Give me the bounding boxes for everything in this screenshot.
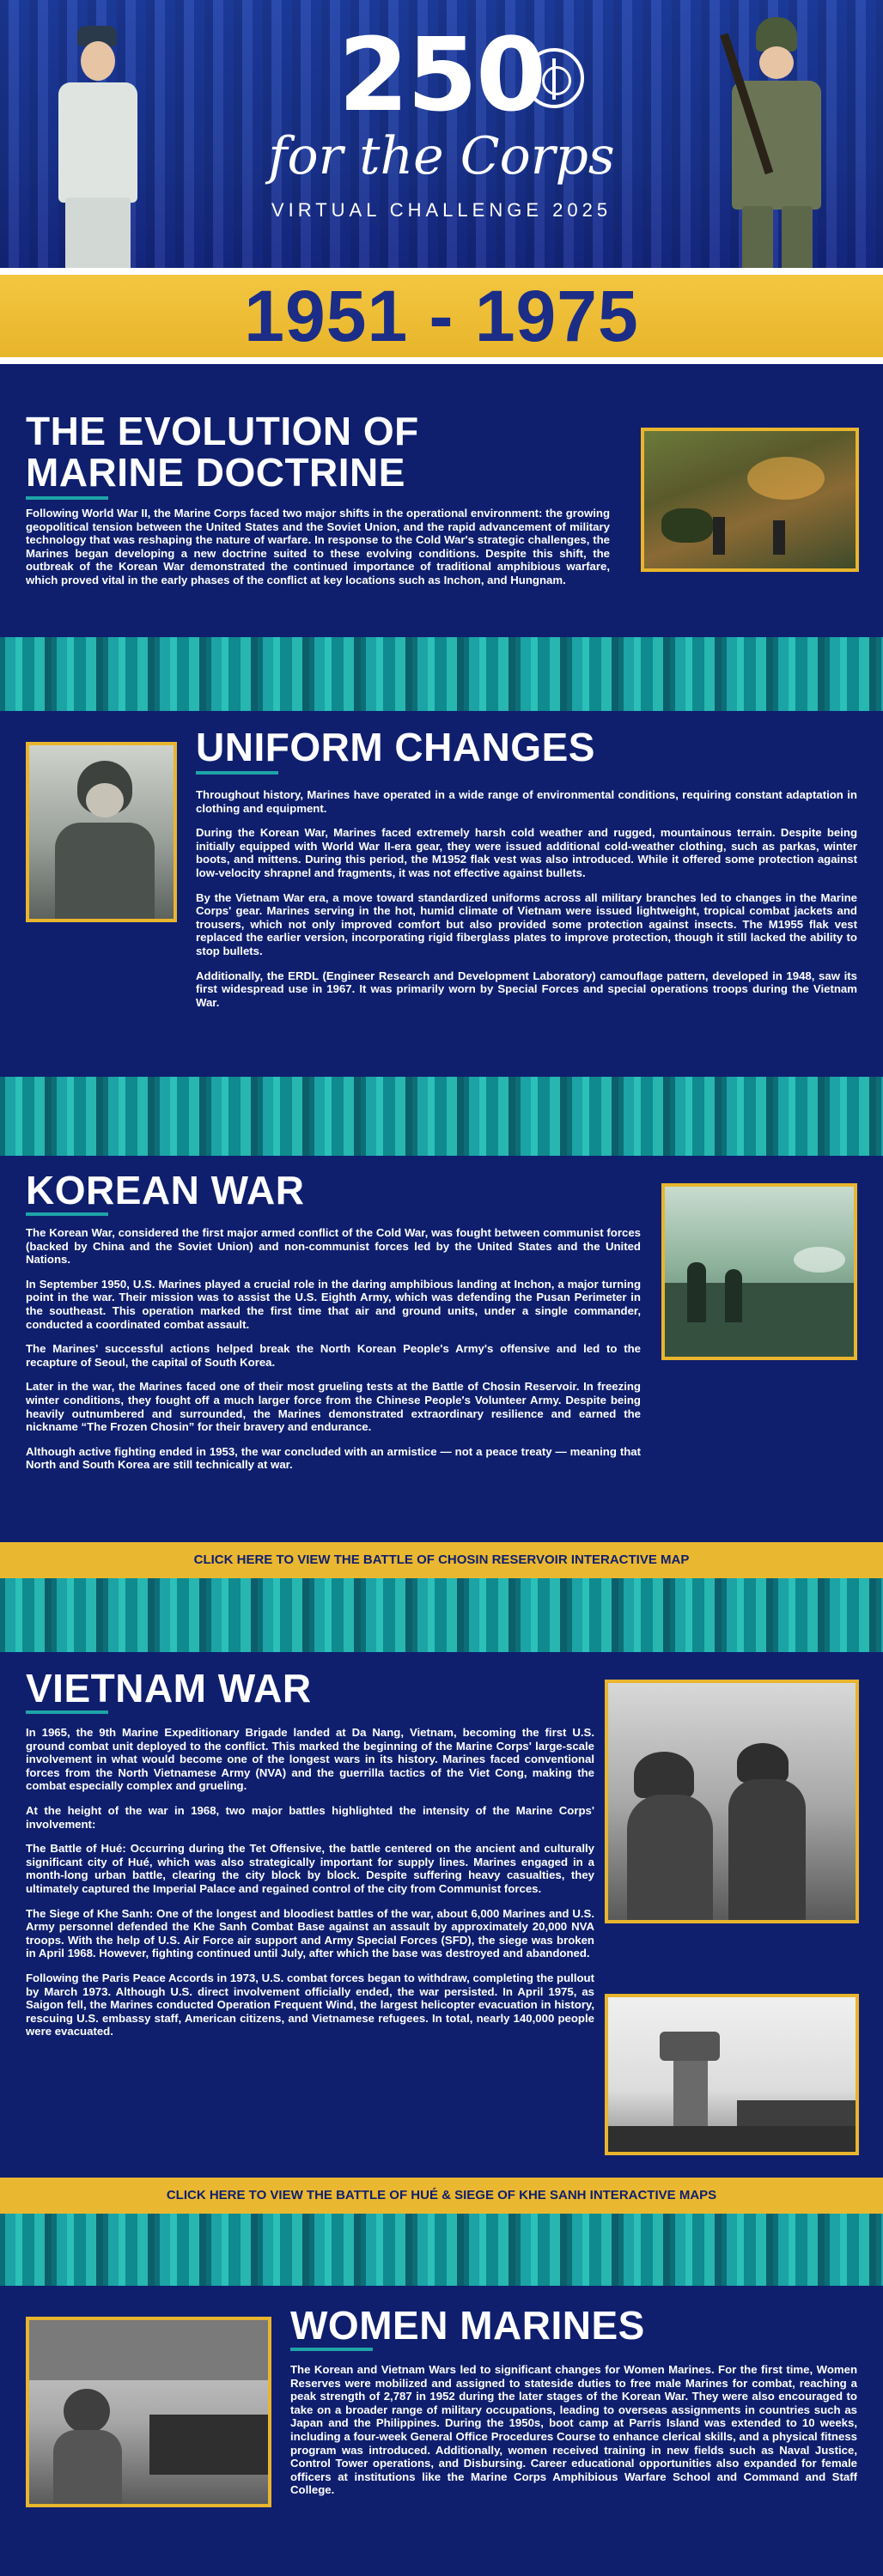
year-range: 1951 - 1975 xyxy=(244,276,639,356)
korean-war-paragraph: The Korean War, considered the first major armed conflict of the Cold War, was fought between communist forces (backed by China and the Soviet Union) and non-communist forces led by the United States and the United Nations. xyxy=(26,1226,641,1267)
vietnam-war-title: VIETNAM WAR xyxy=(26,1666,312,1710)
uniform-soldier-image xyxy=(26,742,177,922)
logo-script: for the Corps xyxy=(268,126,615,186)
year-range-band xyxy=(0,268,883,364)
vietnam-war-section xyxy=(0,1652,883,2178)
title-underline xyxy=(26,496,108,500)
vietnam-war-paragraph: Following the Paris Peace Accords in 1973, U.S. combat forces began to withdraw, completing the pullout by March 1973. Although U.S. direct involvement officially ended, the war persisted. In April 1975, as Saigon fell, the Marines conducted Operation Frequent Wind, the largest helicopter evacuation in history, rescuing U.S. embassy staff, American citizens, and Vietnamese refugees. In total, nearly 140,000 people were evacuated. xyxy=(26,1971,594,2038)
uniform-paragraph: During the Korean War, Marines faced extremely harsh cold weather and rugged, mountainous terrain. Despite being initially equipped with World War II-era gear, they were issued additional cold-weather clothing, such as parkas, winter boots, and mittens. During this period, the M1952 flak vest was also introduced. While it offered some protection against low-velocity shrapnel and fragments, it was not effective against bullets. xyxy=(196,826,857,879)
doctrine-section xyxy=(0,371,883,637)
vietnam-war-body xyxy=(26,1726,594,2050)
vietnam-soldiers-photo xyxy=(605,1680,859,1923)
doctrine-body: Following World War II, the Marine Corps faced two major shifts in the operational environment: the growing geopolitical tension between the United States and the Soviet Union, and the rapid advancement of military technology that was reshaping the nature of warfare. In response to the Cold War's strategic challenges, the Marines began developing a new doctrine suited to these evolving conditions. Despite this shift, the outbreak of the Korean War demonstrated the continued importance of traditional amphibious warfare, which proved vital in the early phases of the conflict at key locations such as Inchon, and Hungnam. xyxy=(26,507,610,586)
women-marines-section xyxy=(0,2286,883,2576)
teal-divider xyxy=(0,1578,883,1652)
vietnam-war-paragraph: The Siege of Khe Sanh: One of the longest and bloodiest battles of the war, about 6,000 Marines and U.S. Army personnel defended the Khe Sanh Combat Base against an assault by approximately 20,000 NVA troops. With the help of U.S. Air Force air support and Army Special Forces (SFD), the siege was broken in April 1968. However, fighting continued until July, after which the base was destroyed and abandoned. xyxy=(26,1906,594,1960)
logo-250: 250 xyxy=(338,15,545,134)
hue-khe-sanh-maps-link[interactable]: CLICK HERE TO VIEW THE BATTLE OF HUÉ & SIEGE OF KHE SANH INTERACTIVE MAPS xyxy=(166,2188,717,2202)
doctrine-title-line2: MARINE DOCTRINE xyxy=(26,450,405,495)
hero-header xyxy=(0,0,883,268)
uniform-paragraph: Throughout history, Marines have operated in a wide range of environmental conditions, requiring constant adaptation in clothing and equipment. xyxy=(196,788,857,815)
uniform-body xyxy=(196,788,857,1020)
women-marines-title: WOMEN MARINES xyxy=(290,2303,645,2348)
women-marines-photo xyxy=(26,2317,271,2507)
women-marines-body: The Korean and Vietnam Wars led to significant changes for Women Marines. For the first time, Women Reserves were mobilized and assigned to stateside duties to free male Marines for combat, reaching a peak strength of 2,787 in 1952 during the later stages of the Korean War. They were also encouraged to take on a broader range of military occupations, leading to overseas assignments in countries such as Japan and the Philippines. During the 1950s, boot camp at Parris Island was extended to 10 weeks, including a four-week General Office Procedures Course to enhance clerical skills, and a physical fitness program was introduced. Additionally, women received training in new fields such as Naval Justice, Control Tower operations, and Disbursing. Career educational opportunities also expanded for female officers at institutions like the Marine Corps Amphibious Warfare School and Command and Staff College. xyxy=(290,2363,857,2497)
vietnam-war-paragraph: In 1965, the 9th Marine Expeditionary Brigade landed at Da Nang, Vietnam, becoming the first U.S. ground combat unit deployed to the conflict. This marked the beginning of the Marine Corps' large-scale involvement in what would become one of the longest wars in its history. Marines faced conventional forces from the North Vietnamese Army (NVA) and the guerrilla tactics of the Viet Cong, making the combat especially complex and grueling. xyxy=(26,1726,594,1793)
korean-war-title: KOREAN WAR xyxy=(26,1168,305,1212)
korean-war-photo xyxy=(661,1183,857,1360)
title-underline xyxy=(196,771,278,775)
vietnam-war-paragraph: The Battle of Hué: Occurring during the Tet Offensive, the battle centered on the ancient and culturally significant city of Hué, which was also strategically important for supply lines. Marines engaged in a month-long urban battle, clearing the city block by block. Despite suffering heavy casualties, they ultimately captured the Imperial Palace and regained control of the city from Communist forces. xyxy=(26,1842,594,1895)
uniform-section xyxy=(0,711,883,1077)
eagle-globe-anchor-icon xyxy=(524,48,584,108)
teal-divider xyxy=(0,2214,883,2286)
title-underline xyxy=(26,1710,108,1714)
korean-war-paragraph: In September 1950, U.S. Marines played a crucial role in the daring amphibious landing at Inchon, a major turning point in the war. Their mission was to assist the U.S. Eighth Army, which was defending the Pusan Perimeter in the southeast. This operation marked the first time that air and ground units, under a single commander, conducted a coordinated combat assault. xyxy=(26,1277,641,1331)
teal-divider xyxy=(0,1077,883,1156)
saigon-evacuation-photo xyxy=(605,1994,859,2155)
uniform-title: UNIFORM CHANGES xyxy=(196,725,595,769)
korean-war-paragraph: The Marines' successful actions helped break the North Korean People's Army's offensive and led to the recapture of Seoul, the capital of South Korea. xyxy=(26,1342,641,1369)
teal-divider xyxy=(0,637,883,711)
hue-khe-sanh-maps-link-band xyxy=(0,2178,883,2214)
korean-war-paragraph: Later in the war, the Marines faced one of their most grueling tests at the Battle of Chosin Reservoir. In freezing winter conditions, they fought off a much larger force from the Chinese People's Volunteer Army. Despite being heavily outnumbered and surrounded, the Marines demonstrated extraordinary resilience and earned the nickname “The Frozen Chosin” for their bravery and endurance. xyxy=(26,1380,641,1434)
korean-war-paragraph: Although active fighting ended in 1953, the war concluded with an armistice — not a peace treaty — meaning that North and South Korea are still technically at war. xyxy=(26,1444,641,1472)
title-underline xyxy=(290,2348,373,2351)
doctrine-painting-image xyxy=(641,428,859,572)
logo-subtitle: VIRTUAL CHALLENGE 2025 xyxy=(271,199,612,221)
chosin-map-link[interactable]: CLICK HERE TO VIEW THE BATTLE OF CHOSIN RESERVOIR INTERACTIVE MAP xyxy=(193,1552,690,1567)
korean-war-section xyxy=(0,1156,883,1542)
chosin-map-link-band xyxy=(0,1542,883,1578)
title-underline xyxy=(26,1212,108,1216)
vietnam-war-paragraph: At the height of the war in 1968, two major battles highlighted the intensity of the Marine Corps' involvement: xyxy=(26,1803,594,1831)
doctrine-title-line1: THE EVOLUTION OF xyxy=(26,409,419,453)
uniform-paragraph: Additionally, the ERDL (Engineer Research and Development Laboratory) camouflage pattern, developed in 1948, saw its first widespread use in 1967. It was primarily worn by Special Forces and special operations troops during the Vietnam War. xyxy=(196,969,857,1009)
uniform-paragraph: By the Vietnam War era, a move toward standardized uniforms across all military branches led to changes in the Marine Corps' gear. Marines serving in the hot, humid climate of Vietnam were issued lightweight, tropical combat jackets and trousers, which not only improved comfort but also provided some protection against insects. The M1955 flak vest replaced the earlier version, incorporating rigid fiberglass plates to improve protection, though it still lacked the ability to stop bullets. xyxy=(196,890,857,957)
korean-war-body xyxy=(26,1226,641,1483)
